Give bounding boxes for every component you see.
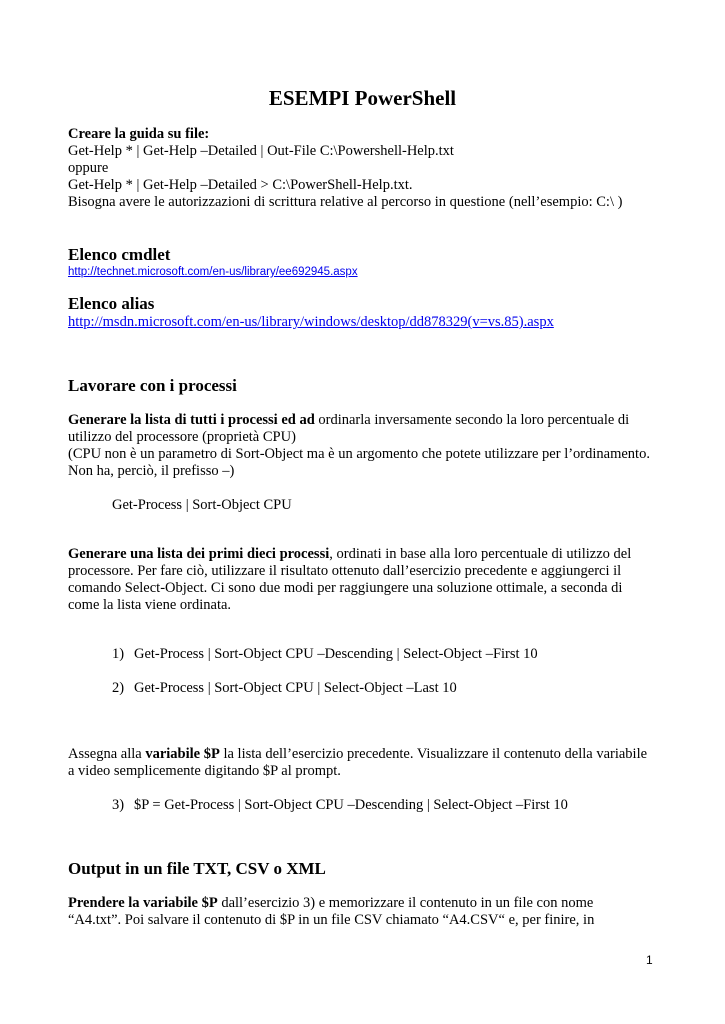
list-item: 2) Get-Process | Sort-Object CPU | Select-Object –Last 10 [112,680,457,696]
processi-paragraph-2: Generare una lista dei primi dieci processi, ordinati in base alla loro percentuale di utilizzo del [68,546,632,562]
alias-heading: Elenco alias [68,294,155,313]
list-item: 3) $P = Get-Process | Sort-Object CPU –Descending | Select-Object –First 10 [112,797,568,813]
processi-paragraph-1-line-4: Non ha, perciò, il prefisso –) [68,463,235,479]
guide-oppure: oppure [68,160,109,176]
list-item: 1) Get-Process | Sort-Object CPU –Descending | Select-Object –First 10 [112,646,538,662]
page-title: ESEMPI PowerShell [268,86,457,110]
output-paragraph: Prendere la variabile $P dall’esercizio 3) e memorizzare il contenuto in un file con nome [68,895,594,911]
processi-paragraph-1: Generare la lista di tutti i processi ed ad ordinarla inversamente secondo la loro percentuale di [68,412,630,428]
processi-paragraph-3: Assegna alla variabile $P la lista dell’esercizio precedente. Visualizzare il contenuto della variabile [68,746,648,762]
processi-paragraph-2-line-3: comando Select-Object. Ci sono due modi per raggiungere una soluzione ottimale, a seconda di [68,580,623,596]
guide-heading: Creare la guida su file: [68,126,210,142]
guide-command-2: Get-Help * | Get-Help –Detailed > C:\PowerShell-Help.txt. [68,177,413,193]
processi-paragraph-1-line-3: (CPU non è un parametro di Sort-Object ma è un argomento che potete utilizzare per l’ordinamento. [68,446,650,462]
cmdlet-link[interactable]: http://technet.microsoft.com/en-us/library/ee692945.aspx [68,266,358,278]
cmdlet-heading: Elenco cmdlet [68,245,171,264]
processi-paragraph-2-line-4: come la lista viene ordinata. [68,597,232,613]
code-sort-cpu: Get-Process | Sort-Object CPU [112,497,292,513]
page-number: 1 [646,953,653,967]
output-paragraph-line-2: “A4.txt”. Poi salvare il contenuto di $P in un file CSV chiamato “A4.CSV“ e, per finire, in [68,912,595,928]
processi-paragraph-3-line-2: a video semplicemente digitando $P al prompt. [68,763,341,779]
processi-paragraph-1-line-2: utilizzo del processore (proprietà CPU) [68,429,296,445]
alias-link[interactable]: http://msdn.microsoft.com/en-us/library/windows/desktop/dd878329(v=vs.85).aspx [68,314,554,330]
guide-command-1: Get-Help * | Get-Help –Detailed | Out-File C:\Powershell-Help.txt [68,143,454,159]
processi-heading: Lavorare con i processi [68,376,237,395]
guide-note: Bisogna avere le autorizzazioni di scrittura relative al percorso in questione (nell’esempio: C:\ ) [68,194,623,210]
output-heading: Output in un file TXT, CSV o XML [68,859,326,878]
processi-paragraph-2-line-2: processore. Per fare ciò, utilizzare il risultato ottenuto dall’esercizio precedente e aggiungerci il [68,563,622,579]
